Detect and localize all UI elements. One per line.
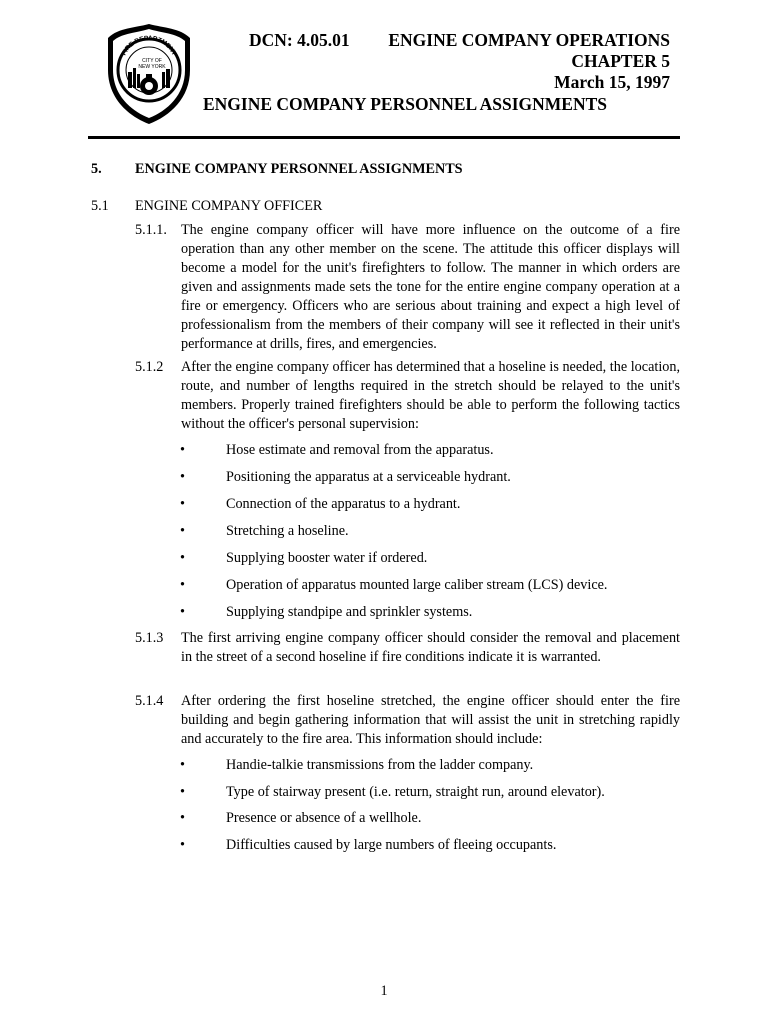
bullet-icon: •: [180, 604, 185, 620]
bullet-icon: •: [180, 442, 185, 458]
header-subtitle: ENGINE COMPANY PERSONNEL ASSIGNMENTS: [203, 94, 608, 114]
bullet-text: Positioning the apparatus at a serviceable hydrant.: [226, 469, 511, 485]
paragraph-number: 5.1.2: [135, 359, 164, 375]
bullet-text: Stretching a hoseline.: [226, 523, 349, 539]
paragraph-number: 5.1.1.: [135, 222, 167, 238]
subsection-title: ENGINE COMPANY OFFICER: [135, 198, 323, 214]
header-dcn: DCN: 4.05.01: [249, 30, 350, 50]
bullet-text: Hose estimate and removal from the apparatus.: [226, 442, 494, 458]
header-chapter: CHAPTER 5: [571, 51, 670, 71]
paragraph-text: The first arriving engine company officer should consider the removal and placement in the street of a second hoseline if fire conditions indicate it is warranted.: [181, 630, 680, 665]
paragraph-number: 5.1.4: [135, 693, 164, 709]
paragraph-5-1-2: [135, 358, 680, 434]
bullet-text: Connection of the apparatus to a hydrant.: [226, 496, 461, 512]
section-title: ENGINE COMPANY PERSONNEL ASSIGNMENTS: [135, 161, 463, 177]
bullet-icon: •: [180, 784, 185, 800]
bullet-text: Presence or absence of a wellhole.: [226, 810, 422, 826]
paragraph-5-1-3: [135, 629, 680, 667]
paragraph-5-1-1: [135, 221, 680, 354]
bullet-text: Supplying booster water if ordered.: [226, 550, 428, 566]
bullet-icon: •: [180, 496, 185, 512]
paragraph-text: After ordering the first hoseline stretched, the engine officer should enter the fire building and begin gathering information that will assist the unit in stretching rapidly and accurately to the fire area. This information should include:: [181, 693, 680, 747]
bullet-icon: •: [180, 550, 185, 566]
bullet-icon: •: [180, 757, 185, 773]
paragraph-5-1-4: [135, 692, 680, 749]
seal-top-text: FIRE DEPARTMENT: [120, 34, 178, 57]
bullet-text: Difficulties caused by large numbers of fleeing occupants.: [226, 837, 557, 853]
bullet-icon: •: [180, 810, 185, 826]
bullet-text: Handie-talkie transmissions from the ladder company.: [226, 757, 534, 773]
subsection-number: 5.1: [91, 198, 109, 214]
bullet-text: Operation of apparatus mounted large caliber stream (LCS) device.: [226, 577, 608, 593]
paragraph-number: 5.1.3: [135, 630, 164, 646]
header-rule: [88, 136, 680, 139]
header-date: March 15, 1997: [554, 72, 670, 92]
bullet-text: Supplying standpipe and sprinkler systems.: [226, 604, 473, 620]
header-title: ENGINE COMPANY OPERATIONS: [388, 30, 670, 50]
paragraph-text: The engine company officer will have more influence on the outcome of a fire operation than any other member on the scene. The attitude this officer displays will become a model for the unit's firefighters to follow. The manner in which orders are given and assignments made sets the tone for the entire engine company operation at a fire or emergency. Officers who are serious about training and expect a high level of professionalism from the members of their company will see it reflected in their unit's performance at drills, fires, and emergencies.: [181, 222, 680, 352]
seal-city-line1: CITY OF: [142, 58, 162, 64]
page-number: 1: [380, 983, 388, 999]
fdny-seal-logo: [106, 22, 192, 126]
section-number: 5.: [91, 161, 102, 177]
bullet-icon: •: [180, 837, 185, 853]
bullet-text: Type of stairway present (i.e. return, straight run, around elevator).: [226, 784, 605, 800]
paragraph-text: After the engine company officer has determined that a hoseline is needed, the location, route, and number of lengths required in the stretch should be relayed to the unit's members. Properly trained firefighters should be able to perform the following tactics without the officer's personal supervision:: [181, 359, 680, 432]
bullet-icon: •: [180, 577, 185, 593]
bullet-icon: •: [180, 523, 185, 539]
seal-city-line2: NEW YORK: [138, 64, 166, 70]
bullet-icon: •: [180, 469, 185, 485]
